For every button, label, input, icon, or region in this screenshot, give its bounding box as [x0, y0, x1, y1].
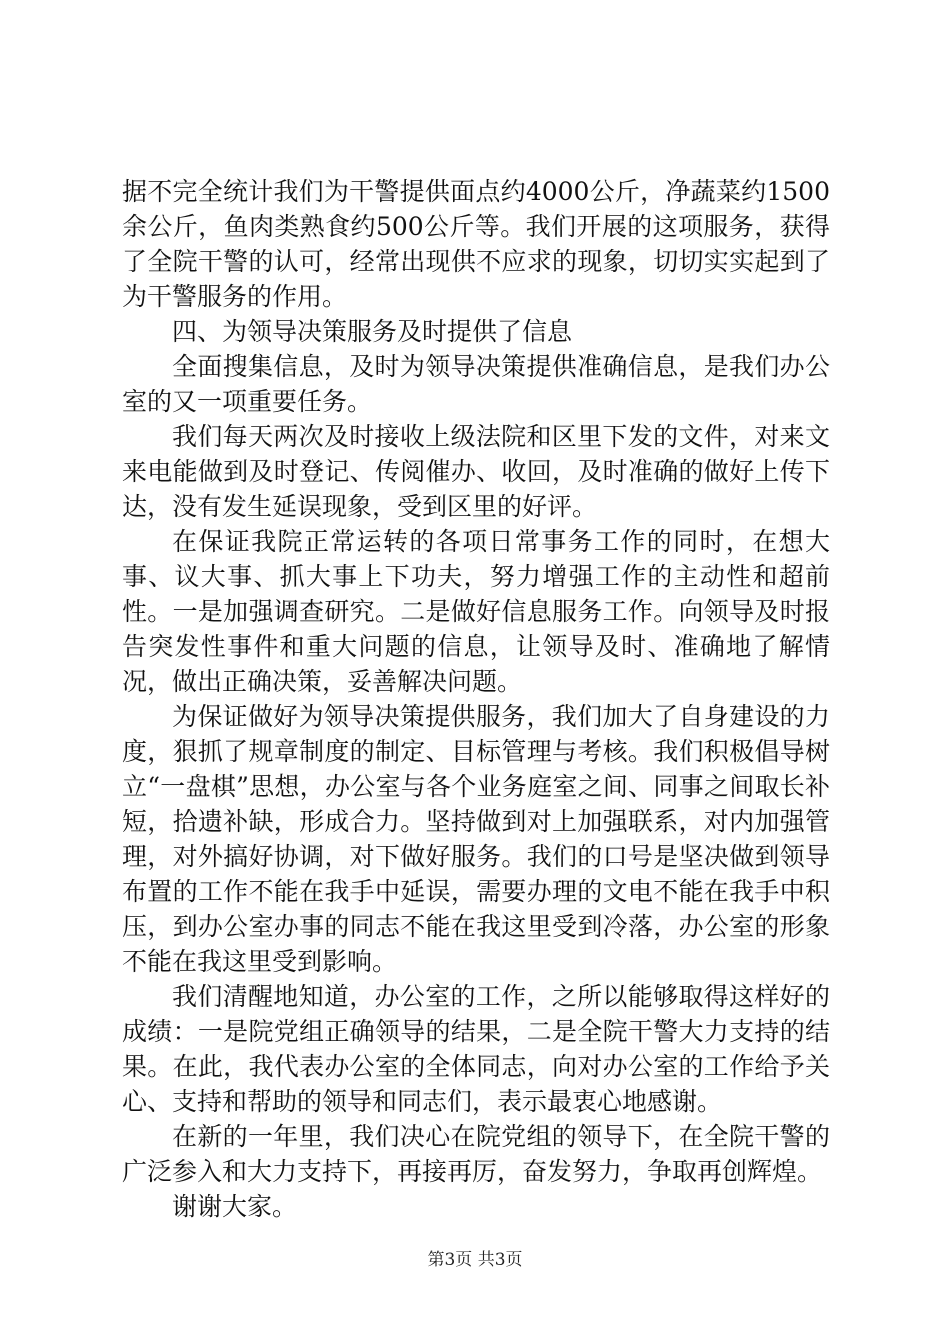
paragraph-achievements: 我们清醒地知道，办公室的工作，之所以能够取得这样好的成绩：一是院党组正确领导的结果，二是全院干警大力支持的结果。在此，我代表办公室的全体同志，向对办公室的工作给予关心、支持和帮助的领导和同志们，表示最衷心地感谢。: [122, 982, 830, 1116]
paragraph-documents: 我们每天两次及时接收上级法院和区里下发的文件，对来文来电能做到及时登记、传阅催办、收回，及时准确的做好上传下达，没有发生延误现象，受到区里的好评。: [122, 422, 830, 521]
paragraph-daily-affairs: 在保证我院正常运转的各项日常事务工作的同时，在想大事、议大事、抓大事上下功夫，努力增强工作的主动性和超前性。一是加强调查研究。二是做好信息服务工作。向领导及时报告突发性事件和重大问题的信息，让领导及时、准确地了解情况，做出正确决策，妥善解决问题。: [122, 527, 830, 696]
paragraph-statistics: 据不完全统计我们为干警提供面点约4000公斤，净蔬菜约1500余公斤，鱼肉类熟食约500公斤等。我们开展的这项服务，获得了全院干警的认可，经常出现供不应求的现象，切切实实起到了为干警服务的作用。: [122, 177, 830, 311]
paragraph-new-year: 在新的一年里，我们决心在院党组的领导下，在全院干警的广泛参入和大力支持下，再接再厉，奋发努力，争取再创辉煌。: [122, 1122, 830, 1186]
page-number-footer: 第3页 共3页: [427, 1250, 523, 1270]
section-heading-four: 四、为领导决策服务及时提供了信息: [172, 317, 573, 346]
document-body: [122, 174, 830, 1224]
paragraph-self-building: 为保证做好为领导决策提供服务，我们加大了自身建设的力度，狠抓了规章制度的制定、目标管理与考核。我们积极倡导树立“一盘棋”思想，办公室与各个业务庭室之间、同事之间取长补短，拾遗补缺，形成合力。坚持做到对上加强联系，对内加强管理，对外搞好协调，对下做好服务。我们的口号是坚决做到领导布置的工作不能在我手中延误，需要办理的文电不能在我手中积压，到办公室办事的同志不能在我这里受到冷落，办公室的形象不能在我这里受到影响。: [122, 702, 830, 976]
paragraph-information: 全面搜集信息，及时为领导决策提供准确信息，是我们办公室的又一项重要任务。: [122, 352, 830, 416]
paragraph-thanks: 谢谢大家。: [172, 1192, 298, 1221]
